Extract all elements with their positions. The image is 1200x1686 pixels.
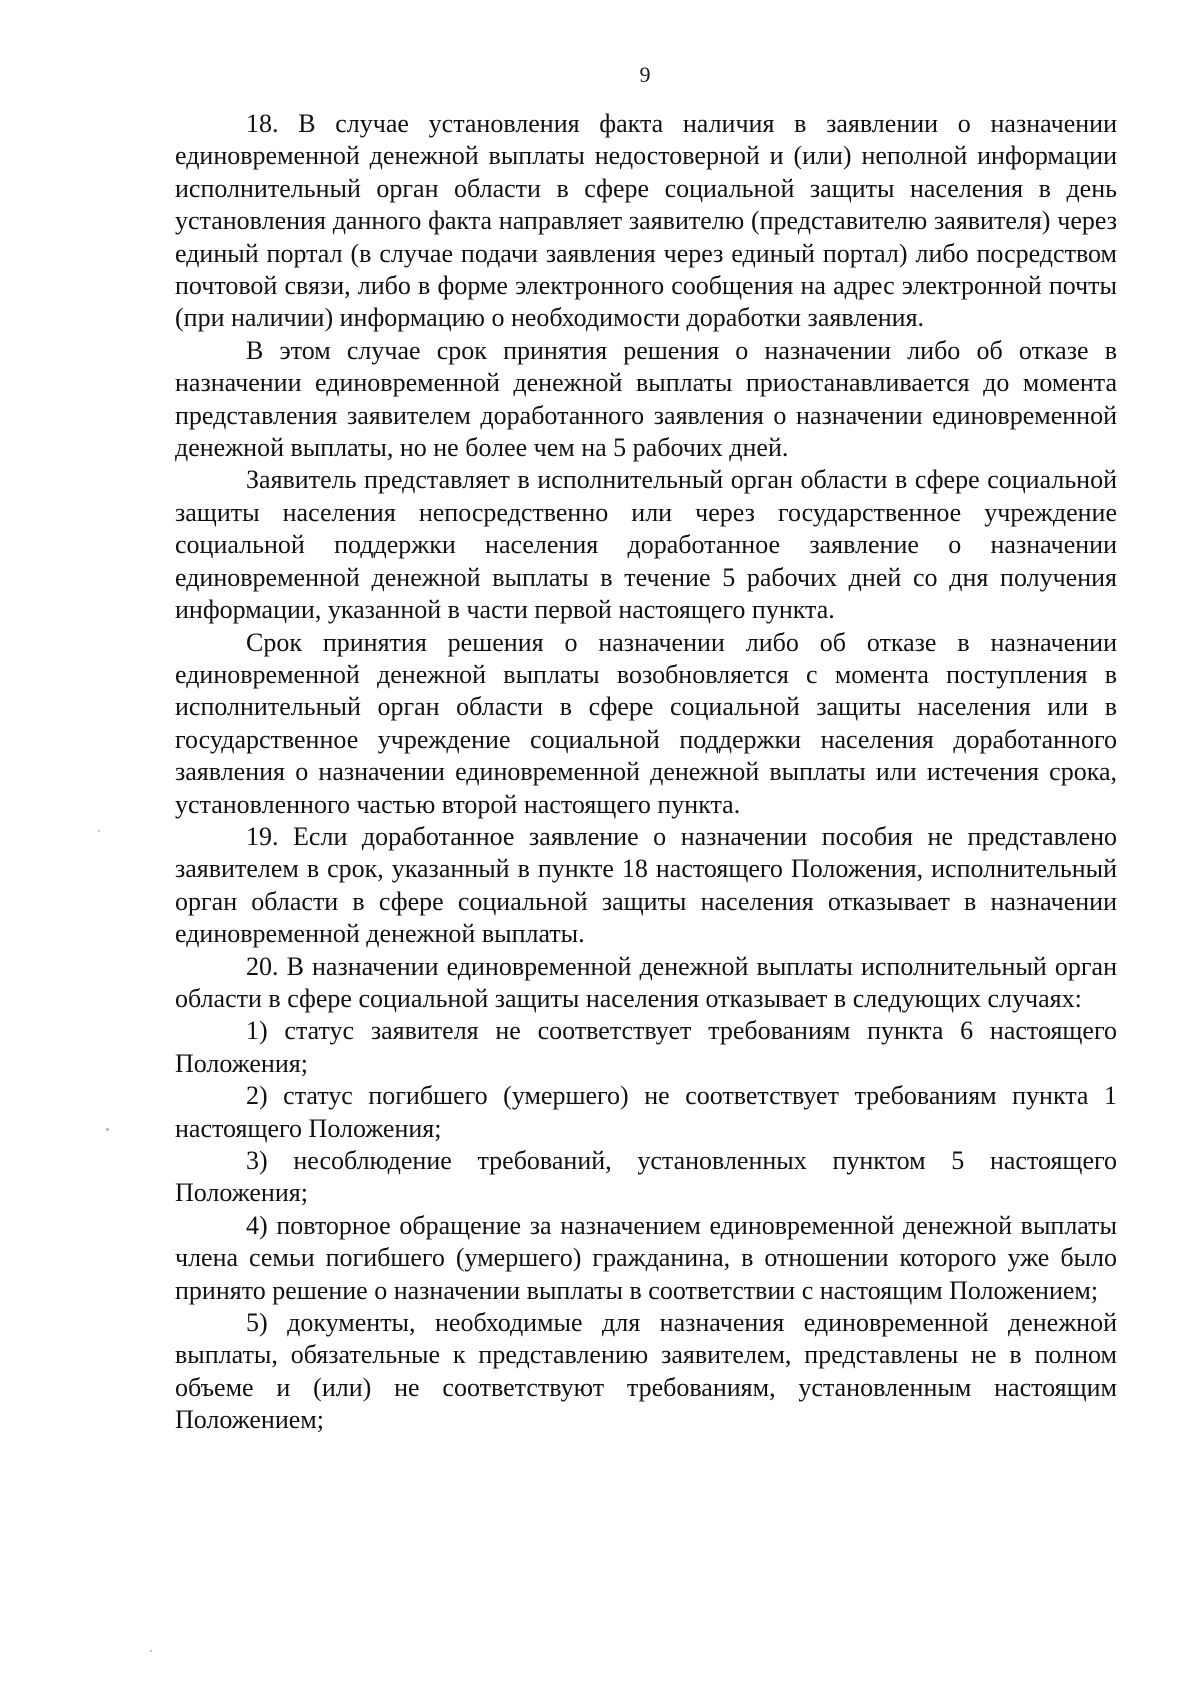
paragraph-20: 20. В назначении единовременной денежной выплаты исполнительный орган области в сфере социальной защиты населения отказывает в следующих случаях: xyxy=(175,951,1117,1013)
paragraph-19: 19. Если доработанное заявление о назначении пособия не представлено заявителем в срок, указанный в пункте 18 настоящего Положения, исполнительный орган области в сфере социальной защиты населения отказывает в назначении единовременной денежной выплаты. xyxy=(175,821,1117,949)
paragraph-18-part-4: Срок принятия решения о назначении либо об отказе в назначении единовременной денежной выплаты возобновляется с момента поступления в исполнительный орган области в сфере социальной защиты населения или в государственное учреждение социальной поддержки населения доработанного заявления о назначении единовременной денежной выплаты или истечения срока, установленного частью второй настоящего пункта. xyxy=(175,627,1117,819)
scan-speck xyxy=(98,830,100,832)
scan-speck xyxy=(150,1650,152,1652)
list-item-5: 5) документы, необходимые для назначения единовременной денежной выплаты, обязательные к представлению заявителем, представлены не в полном объеме и (или) не соответствуют требованиям, установленным настоящим Положением; xyxy=(175,1308,1117,1435)
paragraph-18-part-3: Заявитель представляет в исполнительный орган области в сфере социальной защиты населения непосредственно или через государственное учреждение социальной поддержки населения доработанное заявление о назначении единовременной денежной выплаты в течение 5 рабочих дней со дня получения информации, указанной в части первой настоящего пункта. xyxy=(175,465,1117,625)
page-number: 9 xyxy=(639,62,651,87)
list-item-2: 2) статус погибшего (умершего) не соответствует требованиям пункта 1 настоящего Положения; xyxy=(175,1081,1117,1143)
paragraph-18: 18. В случае установления факта наличия в заявлении о назначении единовременной денежной выплаты недостоверной и (или) неполной информации исполнительный орган области в сфере социальной защиты населения в день установления данного факта направляет заявителю (представителю заявителя) через единый портал (в случае подачи заявления через единый портал) либо посредством почтовой связи, либо в форме электронного сообщения на адрес электронной почты (при наличии) информацию о необходимости доработки заявления. xyxy=(175,109,1117,333)
scan-speck xyxy=(106,1128,109,1131)
list-item-4: 4) повторное обращение за назначением единовременной денежной выплаты члена семьи погибшего (умершего) гражданина, в отношении которого уже было принято решение о назначении выплаты в соответствии с настоящим Положением; xyxy=(175,1210,1117,1305)
list-item-1: 1) статус заявителя не соответствует требованиям пункта 6 настоящего Положения; xyxy=(175,1016,1117,1078)
list-item-3: 3) несоблюдение требований, установленных пунктом 5 настоящего Положения; xyxy=(175,1146,1117,1208)
paragraph-18-part-2: В этом случае срок принятия решения о назначении либо об отказе в назначении единовременной денежной выплаты приостанавливается до момента представления заявителем доработанного заявления о назначении единовременной денежной выплаты, но не более чем на 5 рабочих дней. xyxy=(175,335,1117,463)
document-body xyxy=(175,108,1117,1437)
